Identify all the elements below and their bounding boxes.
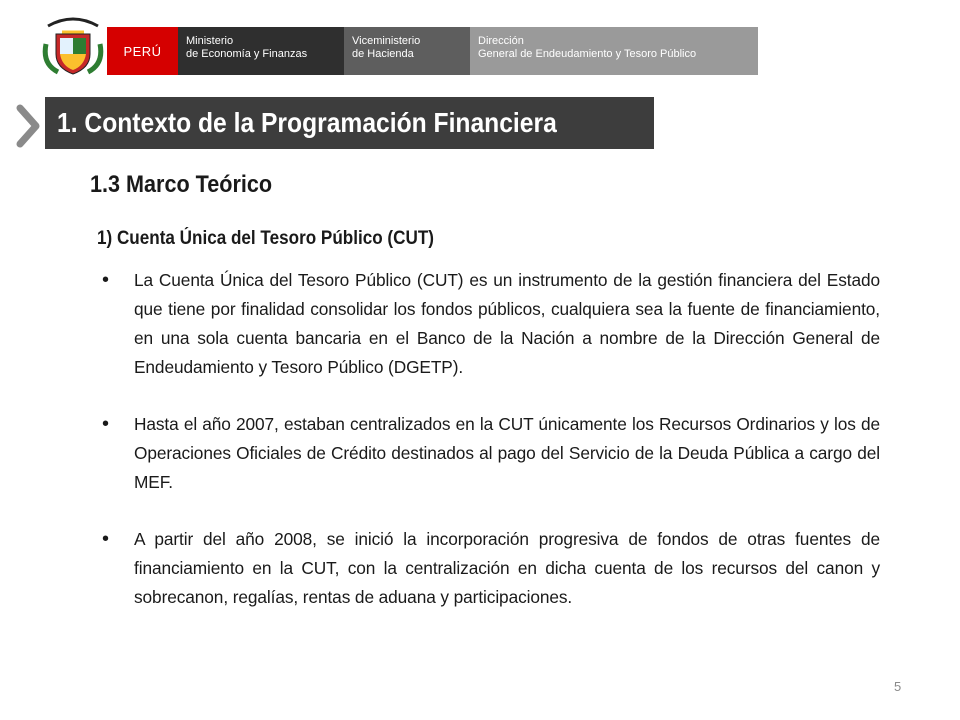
chevron-right-icon <box>14 104 44 148</box>
peru-text: PERÚ <box>123 43 162 59</box>
ministry-line1: Ministerio <box>186 35 234 47</box>
bullet-item: • Hasta el año 2007, estaban centralizados en la CUT únicamente los Recursos Ordinarios y los de Operaciones Oficiales de Crédito destinados al pago del Servicio de la Deuda Pública a cargo del MEF. <box>110 410 880 497</box>
page-number: 5 <box>894 679 902 694</box>
direction-line1: Dirección <box>478 35 524 47</box>
subsection-title: 1.3 Marco Teórico <box>90 171 273 198</box>
direction-line2: General de Endeudamiento y Tesoro Público <box>478 48 697 60</box>
direction-label <box>470 27 758 75</box>
topic-heading: 1) Cuenta Única del Tesoro Público (CUT) <box>97 228 434 249</box>
peru-coat-of-arms-icon <box>40 14 106 80</box>
bullet-item: • La Cuenta Única del Tesoro Público (CUT) es un instrumento de la gestión financiera del Estado que tiene por finalidad consolidar los fondos públicos, cualquiera sea la fuente de financiamiento, en una sola cuenta bancaria en el Banco de la Nación a nombre de la Dirección General de Endeudamiento y Tesoro Público (DGETP). <box>110 266 880 382</box>
ministry-line2: de Economía y Finanzas <box>186 48 308 60</box>
ministry-label <box>178 27 344 75</box>
viceministry-label <box>344 27 470 75</box>
government-header-bar <box>107 27 758 75</box>
section-title: 1. Contexto de la Programación Financiera <box>57 107 557 138</box>
bullet-list <box>110 266 880 640</box>
peru-label <box>107 27 178 75</box>
vice-line2: de Hacienda <box>352 48 414 60</box>
bullet-item: • A partir del año 2008, se inició la incorporación progresiva de fondos de otras fuentes de financiamiento en la CUT, con la centralización en dicha cuenta de los recursos del canon y sobrecanon, regalías, rentas de aduana y participaciones. <box>110 525 880 612</box>
section-banner <box>45 97 654 149</box>
vice-line1: Viceministerio <box>352 35 421 47</box>
